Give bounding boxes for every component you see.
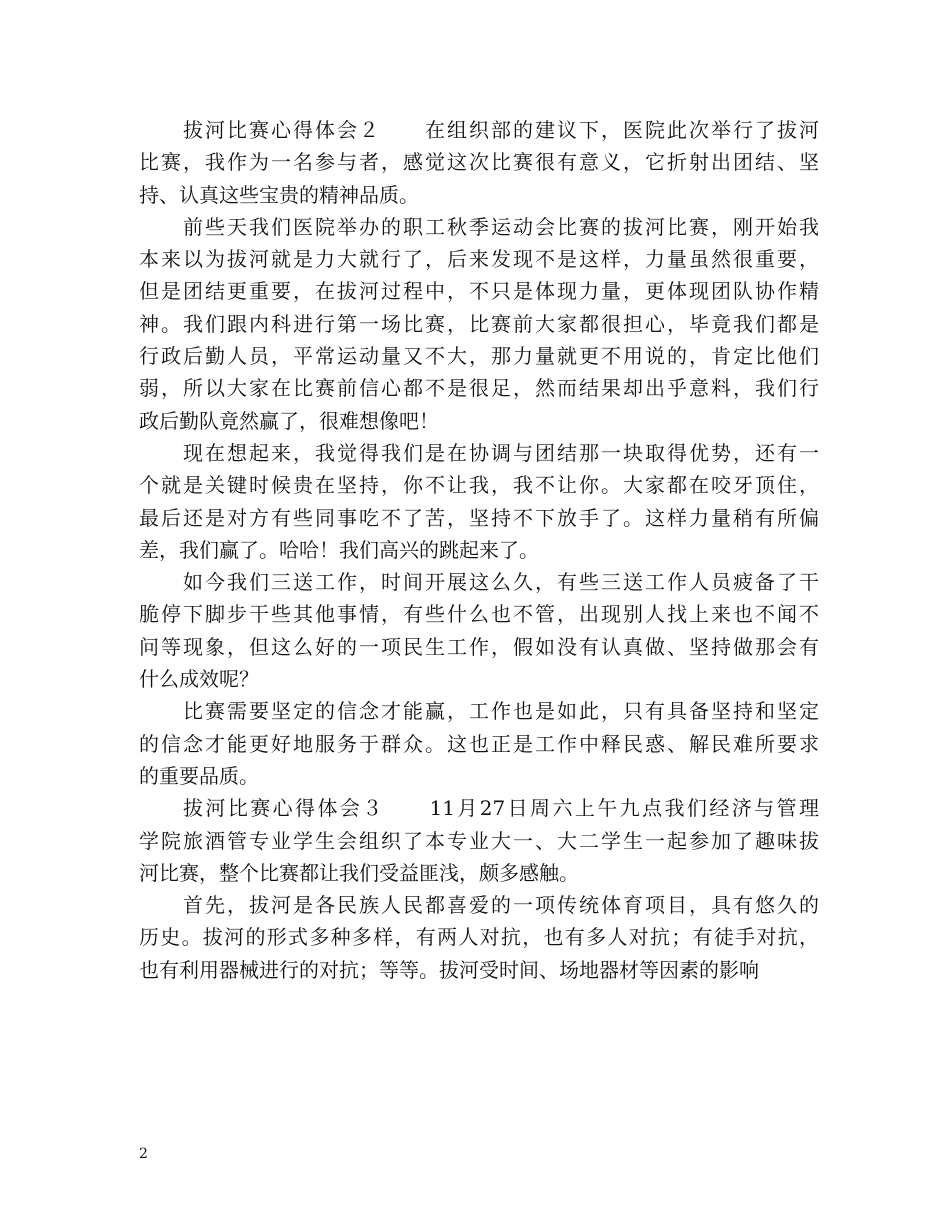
paragraph — [139, 695, 819, 792]
paragraph-line: 比赛，我作为一名参与者，感觉这次比赛很有意义，它折射出团结、坚 — [139, 150, 819, 175]
paragraph-line: 什么成效呢？ — [139, 667, 259, 692]
paragraph-line: 首先，拔河是各民族人民都喜爱的一项传统体育项目，具有悠久的 — [183, 893, 819, 918]
paragraph-line: 比赛需要坚定的信念才能赢，工作也是如此，只有具备坚持和坚定 — [183, 699, 819, 724]
paragraph-line: 最后还是对方有些同事吃不了苦，坚持不下放手了。这样力量稍有所偏 — [139, 505, 819, 530]
paragraph-line: 如今我们三送工作，时间开展这么久，有些三送工作人员疲备了干 — [183, 570, 819, 595]
paragraph-line: 但是团结更重要，在拔河过程中，不只是体现力量，更体现团队协作精 — [139, 279, 819, 304]
paragraph-line: 的重要品质。 — [139, 763, 259, 788]
paragraph — [139, 114, 819, 211]
paragraph — [139, 566, 819, 695]
paragraph-line: 河比赛，整个比赛都让我们受益匪浅，颇多感触。 — [139, 860, 579, 885]
paragraph-line: 前些天我们医院举办的职工秋季运动会比赛的拔河比赛，刚开始我 — [183, 214, 819, 239]
paragraph-line: 的信念才能更好地服务于群众。这也正是工作中释民惑、解民难所要求 — [139, 731, 819, 756]
paragraph — [139, 211, 819, 437]
page-number: 2 — [139, 1146, 148, 1162]
paragraph-line: 拔河比赛心得体会３ 11月27日周六上午九点我们经济与管理 — [183, 796, 819, 821]
paragraph-line: 拔河比赛心得体会２ 在组织部的建议下，医院此次举行了拔河 — [183, 118, 819, 142]
paragraph — [139, 889, 819, 986]
paragraph-line: 政后勤队竟然赢了，很难想像吧！ — [139, 408, 439, 433]
paragraph-line: 也有利用器械进行的对抗；等等。拔河受时间、场地器材等因素的影响 — [139, 957, 759, 982]
paragraph-line: 行政后勤人员，平常运动量又不大，那力量就更不用说的，肯定比他们 — [139, 344, 819, 369]
paragraph — [139, 792, 819, 889]
paragraph-line: 学院旅酒管专业学生会组织了本专业大一、大二学生一起参加了趣味拔 — [139, 828, 819, 853]
paragraph-line: 现在想起来，我觉得我们是在协调与团结那一块取得优势，还有一 — [183, 440, 819, 465]
document-body — [139, 114, 819, 986]
paragraph-line: 个就是关键时候贵在坚持，你不让我，我不让你。大家都在咬牙顶住， — [139, 473, 819, 498]
paragraph-line: 差，我们赢了。哈哈！我们高兴的跳起来了。 — [139, 537, 539, 562]
paragraph-line: 脆停下脚步干些其他事情，有些什么也不管，出现别人找上来也不闻不 — [139, 602, 819, 627]
paragraph-line: 持、认真这些宝贵的精神品质。 — [139, 182, 419, 207]
paragraph-line: 弱，所以大家在比赛前信心都不是很足，然而结果却出乎意料，我们行 — [139, 376, 819, 401]
paragraph — [139, 437, 819, 566]
paragraph-line: 问等现象，但这么好的一项民生工作，假如没有认真做、坚持做那会有 — [139, 634, 819, 659]
paragraph-line: 本来以为拔河就是力大就行了，后来发现不是这样，力量虽然很重要， — [139, 247, 819, 272]
paragraph-line: 历史。拔河的形式多种多样，有两人对抗，也有多人对抗；有徒手对抗， — [139, 925, 819, 950]
paragraph-line: 神。我们跟内科进行第一场比赛，比赛前大家都很担心，毕竟我们都是 — [139, 311, 819, 336]
